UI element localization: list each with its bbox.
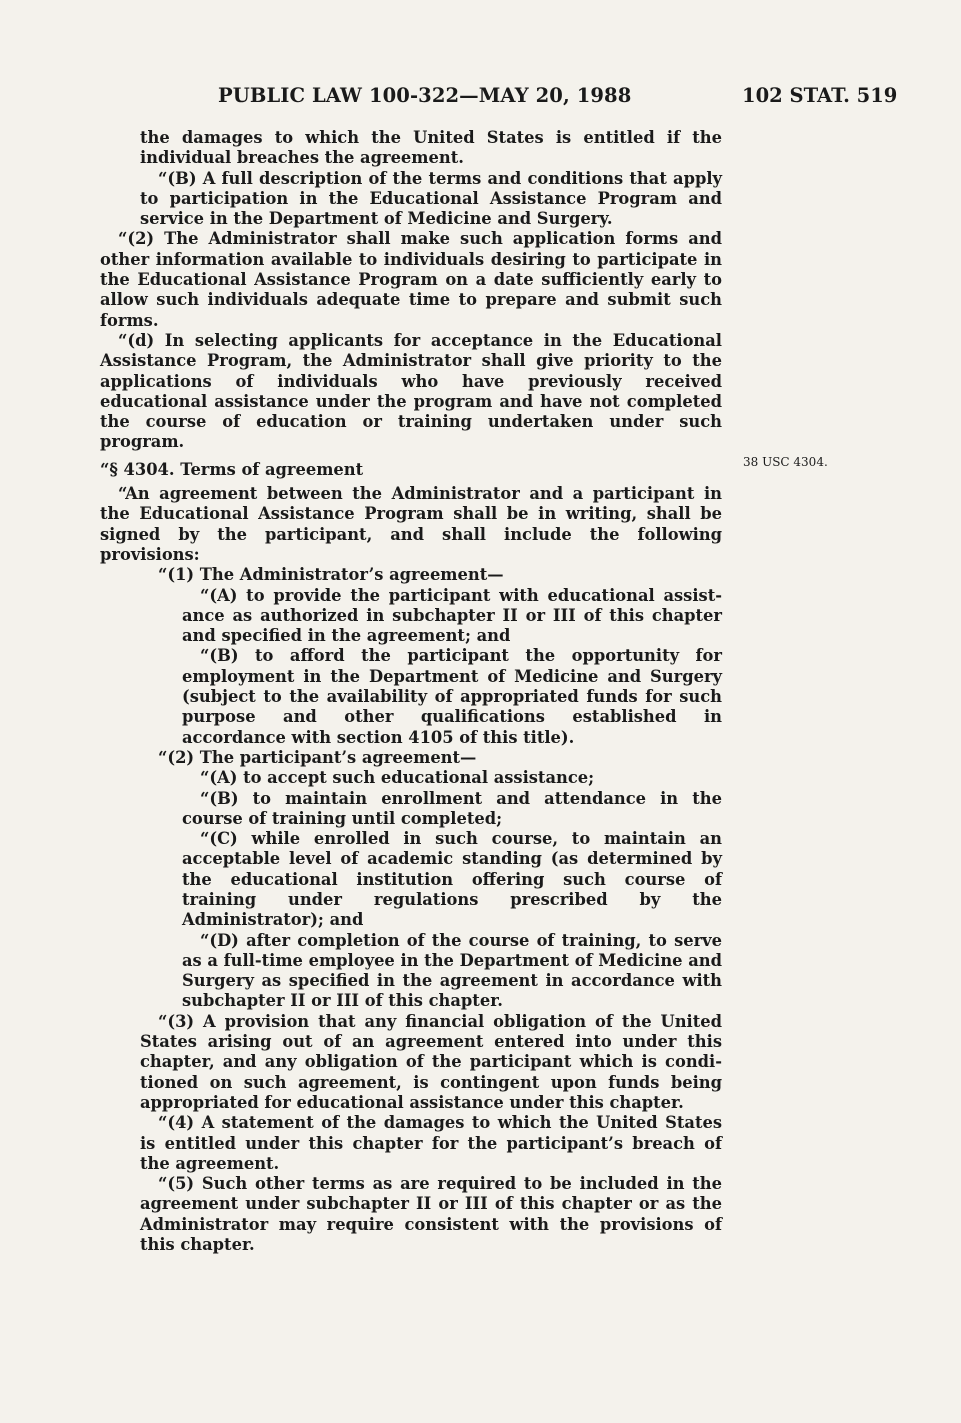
paragraph-2B-maintain-enrollment: “(B) to maintain enrollment and attendance in the course of training until completed; <box>182 788 722 828</box>
paragraph-agreement-intro: “An agreement between the Administrator and a participant in the Educational Assistance Program shall be in writing, shall be signed by the participant, and shall include the following provisions: <box>100 484 722 564</box>
paragraph-1A-educational-assistance: “(A) to provide the participant with educational assistance as authorized in subchapter II or III of this chapter and specified in the agreement; and <box>182 585 722 646</box>
paragraph-1-administrator-agreement: “(1) The Administrator’s agreement— <box>158 565 504 585</box>
paragraph-damages-continued: the damages to which the United States is entitled if the individual breaches the agreement. <box>140 128 722 168</box>
page-stat-number: 102 STAT. 519 <box>742 84 898 107</box>
paragraph-4-damages-statement: “(4) A statement of the damages to which the United States is entitled under this chapter for the participant’s breach of the agreement. <box>140 1113 722 1173</box>
paragraph-2C-academic-standing: “(C) while enrolled in such course, to maintain an acceptable level of academic standing (as determined by the educational institution offering such course of training under regulations prescribed by the Administrator); and <box>182 829 722 930</box>
paragraph-d-selecting-applicants: “(d) In selecting applicants for acceptance in the Educational Assistance Program, the Administrator shall give priority to the applications of individuals who have previously received educational assistance under the program and have not completed the course of education or training undertaken under such program. <box>100 330 722 452</box>
page-body <box>100 128 722 1255</box>
paragraph-B-terms: “(B) A full description of the terms and conditions that apply to participation in the Educational Assistance Program and service in the Department of Medicine and Surgery. <box>140 168 722 229</box>
section-heading-4304: “§ 4304. Terms of agreement <box>100 459 364 479</box>
paragraph-2A-accept-assistance: “(A) to accept such educational assistance; <box>200 768 595 788</box>
paragraph-5-other-terms: “(5) Such other terms as are required to be included in the agreement under subchapter II or III of this chapter or as the Administrator may require consistent with the provisions of this chapter. <box>140 1174 722 1255</box>
running-head-title: PUBLIC LAW 100-322—MAY 20, 1988 <box>218 84 632 107</box>
margin-citation: 38 USC 4304. <box>743 455 828 469</box>
paragraph-2-participant-agreement: “(2) The participant’s agreement— <box>158 747 477 767</box>
paragraph-1B-employment-opportunity: “(B) to afford the participant the opportunity for employment in the Department of Medicine and Surgery (subject to the availability of appropriated funds for such purpose and other qualifications established in accordance with section 4105 of this title). <box>182 646 722 747</box>
paragraph-3-financial-obligation: “(3) A provision that any financial obligation of the United States arising out of an agreement entered into under this chapter, and any obligation of the participant which is conditioned on such agreement, is contingent upon funds being appropriated for educational assistance under this chapter. <box>140 1011 722 1112</box>
paragraph-2-application-forms: “(2) The Administrator shall make such application forms and other information available to individuals desiring to participate in the Educational Assistance Program on a date sufficiently early to allow such individuals adequate time to prepare and submit such forms. <box>100 229 722 330</box>
paragraph-2D-full-time-service: “(D) after completion of the course of training, to serve as a full-time employee in the Department of Medicine and Surgery as specified in the agreement in accordance with subchapter II or III of this chapter. <box>182 930 722 1011</box>
